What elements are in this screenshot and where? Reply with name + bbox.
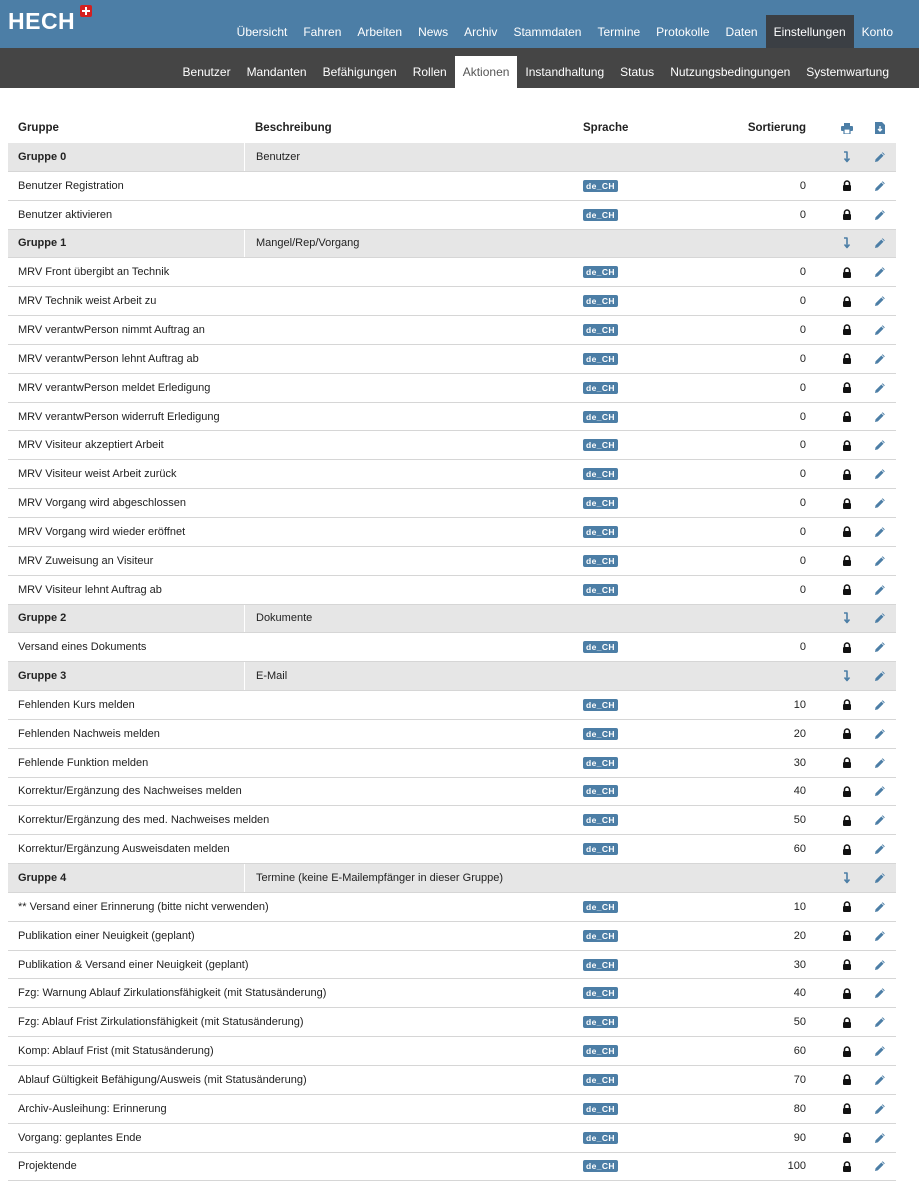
- sort-value: 80: [793, 1102, 806, 1115]
- action-name: MRV verantwPerson nimmt Auftrag an: [18, 323, 205, 336]
- table-row: [8, 1153, 896, 1182]
- lock-icon[interactable]: [838, 345, 856, 373]
- language-cell: [583, 172, 618, 200]
- language-cell: [583, 460, 618, 488]
- sub-nav: [175, 56, 897, 88]
- table-row: [8, 979, 896, 1008]
- sort-value: 100: [787, 1160, 806, 1173]
- language-badge: de_CH: [583, 901, 618, 913]
- group-name: Gruppe 0: [18, 150, 67, 163]
- pencil-icon[interactable]: [871, 230, 889, 258]
- main-nav: [229, 15, 901, 48]
- action-name: ** Versand einer Erinnerung (bitte nicht verwenden): [18, 900, 269, 913]
- lock-icon[interactable]: [838, 922, 856, 950]
- action-name: Publikation einer Neuigkeit (geplant): [18, 929, 195, 942]
- action-name: Benutzer aktivieren: [18, 208, 113, 221]
- sort-value: 30: [793, 958, 806, 971]
- language-badge: de_CH: [583, 526, 618, 538]
- language-badge: de_CH: [583, 987, 618, 999]
- language-cell: [583, 403, 618, 431]
- sort-value: 0: [799, 208, 806, 221]
- pencil-icon[interactable]: [871, 893, 889, 921]
- sort-value: 0: [799, 641, 806, 654]
- language-badge: de_CH: [583, 1016, 618, 1028]
- print-icon[interactable]: [838, 113, 856, 143]
- group-row: [8, 605, 896, 634]
- pencil-icon[interactable]: [871, 374, 889, 402]
- lock-icon[interactable]: [838, 374, 856, 402]
- lock-icon[interactable]: [838, 547, 856, 575]
- language-cell: [583, 518, 618, 546]
- main-nav-protokolle[interactable]: Protokolle: [656, 25, 710, 39]
- lock-icon[interactable]: [838, 835, 856, 863]
- language-cell: [583, 806, 618, 834]
- pencil-icon[interactable]: [871, 922, 889, 950]
- sort-value: 0: [799, 468, 806, 481]
- lock-icon[interactable]: [838, 979, 856, 1007]
- group-description: Termine (keine E-Mailempfänger in dieser Gruppe): [244, 864, 574, 892]
- table-row: [8, 951, 896, 980]
- lock-icon[interactable]: [838, 1066, 856, 1094]
- language-badge: de_CH: [583, 324, 618, 336]
- pencil-icon[interactable]: [871, 1153, 889, 1181]
- pencil-icon[interactable]: [871, 778, 889, 806]
- group-name: Gruppe 1: [18, 237, 67, 250]
- pencil-icon[interactable]: [871, 287, 889, 315]
- top-bar: [0, 0, 919, 48]
- action-name: Fehlende Funktion melden: [18, 756, 149, 769]
- table-row: [8, 489, 896, 518]
- sort-value: 60: [793, 1045, 806, 1058]
- language-badge: de_CH: [583, 728, 618, 740]
- language-badge: de_CH: [583, 1045, 618, 1057]
- group-description: Benutzer: [244, 143, 574, 171]
- pencil-icon[interactable]: [871, 345, 889, 373]
- sort-value: 90: [793, 1131, 806, 1144]
- lock-icon[interactable]: [838, 749, 856, 777]
- header-beschreibung: Beschreibung: [255, 122, 332, 134]
- pencil-icon[interactable]: [871, 201, 889, 229]
- language-badge: de_CH: [583, 1074, 618, 1086]
- group-description: Mangel/Rep/Vorgang: [244, 230, 574, 258]
- sort-value: 0: [799, 497, 806, 510]
- sort-value: 10: [793, 900, 806, 913]
- language-cell: [583, 201, 618, 229]
- language-cell: [583, 1066, 618, 1094]
- pencil-icon[interactable]: [871, 258, 889, 286]
- main-nav-archiv[interactable]: Archiv: [464, 25, 498, 39]
- group-row: [8, 230, 896, 259]
- pencil-icon[interactable]: [871, 1124, 889, 1152]
- swiss-cross-icon: [80, 5, 92, 17]
- pencil-icon[interactable]: [871, 633, 889, 661]
- group-name: Gruppe 3: [18, 670, 67, 683]
- lock-icon[interactable]: [838, 778, 856, 806]
- table-row: [8, 749, 896, 778]
- table-row: [8, 374, 896, 403]
- language-badge: de_CH: [583, 584, 618, 596]
- lock-icon[interactable]: [838, 287, 856, 315]
- pencil-icon[interactable]: [871, 979, 889, 1007]
- language-badge: de_CH: [583, 843, 618, 855]
- sort-value: 40: [793, 785, 806, 798]
- table-row: [8, 720, 896, 749]
- group-name: Gruppe 2: [18, 612, 67, 625]
- action-name: Fehlenden Nachweis melden: [18, 727, 160, 740]
- pencil-icon[interactable]: [871, 576, 889, 604]
- action-name: Versand eines Dokuments: [18, 641, 147, 654]
- language-badge: de_CH: [583, 439, 618, 451]
- lock-icon[interactable]: [838, 460, 856, 488]
- action-name: Komp: Ablauf Frist (mit Statusänderung): [18, 1045, 214, 1058]
- language-cell: [583, 835, 618, 863]
- sub-bar: [0, 48, 919, 88]
- table-row: [8, 633, 896, 662]
- pencil-icon[interactable]: [871, 691, 889, 719]
- sort-value: 0: [799, 410, 806, 423]
- pencil-icon[interactable]: [871, 720, 889, 748]
- sort-value: 0: [799, 554, 806, 567]
- sort-value: 0: [799, 525, 806, 538]
- table-row: [8, 576, 896, 605]
- pencil-icon[interactable]: [871, 806, 889, 834]
- language-cell: [583, 1008, 618, 1036]
- lock-icon[interactable]: [838, 633, 856, 661]
- lock-icon[interactable]: [838, 403, 856, 431]
- language-badge: de_CH: [583, 468, 618, 480]
- pencil-icon[interactable]: [871, 403, 889, 431]
- group-row: [8, 864, 896, 893]
- language-badge: de_CH: [583, 411, 618, 423]
- main-nav-arbeiten[interactable]: Arbeiten: [357, 25, 403, 39]
- group-description: E-Mail: [244, 662, 574, 690]
- pencil-icon[interactable]: [871, 1008, 889, 1036]
- language-badge: de_CH: [583, 930, 618, 942]
- action-name: MRV verantwPerson widerruft Erledigung: [18, 410, 220, 423]
- pencil-icon[interactable]: [871, 951, 889, 979]
- lock-icon[interactable]: [838, 691, 856, 719]
- language-cell: [583, 893, 618, 921]
- header-gruppe: Gruppe: [18, 122, 59, 134]
- pencil-icon[interactable]: [871, 1037, 889, 1065]
- lock-icon[interactable]: [838, 1124, 856, 1152]
- logo-text: HECH: [8, 8, 76, 34]
- action-name: MRV Visiteur weist Arbeit zurück: [18, 468, 177, 481]
- main-nav-fahren[interactable]: Fahren: [303, 25, 342, 39]
- lock-icon[interactable]: [838, 201, 856, 229]
- sort-value: 40: [793, 987, 806, 1000]
- pencil-icon[interactable]: [871, 1095, 889, 1123]
- sort-value: 0: [799, 179, 806, 192]
- pencil-icon[interactable]: [871, 460, 889, 488]
- language-badge: de_CH: [583, 209, 618, 221]
- group-name: Gruppe 4: [18, 872, 67, 885]
- table-row: [8, 922, 896, 951]
- action-name: Publikation & Versand einer Neuigkeit (geplant): [18, 958, 249, 971]
- sort-value: 0: [799, 381, 806, 394]
- language-badge: de_CH: [583, 814, 618, 826]
- action-name: Vorgang: geplantes Ende: [18, 1131, 142, 1144]
- language-badge: de_CH: [583, 699, 618, 711]
- language-badge: de_CH: [583, 353, 618, 365]
- language-cell: [583, 1124, 618, 1152]
- pencil-icon[interactable]: [871, 316, 889, 344]
- sub-nav-benutzer[interactable]: Benutzer: [182, 65, 231, 79]
- language-cell: [583, 1095, 618, 1123]
- language-cell: [583, 489, 618, 517]
- table-row: [8, 691, 896, 720]
- main-nav-daten[interactable]: Daten: [725, 25, 758, 39]
- actions-table: [8, 113, 896, 1181]
- sub-nav-instandhaltung[interactable]: Instandhaltung: [525, 65, 605, 79]
- action-name: MRV verantwPerson lehnt Auftrag ab: [18, 352, 199, 365]
- action-name: Fehlenden Kurs melden: [18, 698, 135, 711]
- sort-value: 20: [793, 929, 806, 942]
- table-row: [8, 316, 896, 345]
- pencil-icon[interactable]: [871, 489, 889, 517]
- language-cell: [583, 316, 618, 344]
- language-cell: [583, 287, 618, 315]
- action-name: MRV Zuweisung an Visiteur: [18, 554, 154, 567]
- arrow-down-icon[interactable]: [838, 143, 856, 171]
- pencil-icon[interactable]: [871, 864, 889, 892]
- action-name: Benutzer Registration: [18, 179, 124, 192]
- action-name: Fzg: Warnung Ablauf Zirkulationsfähigkeit (mit Statusänderung): [18, 987, 327, 1000]
- group-row: [8, 662, 896, 691]
- language-badge: de_CH: [583, 1103, 618, 1115]
- sort-value: 50: [793, 814, 806, 827]
- main-nav-stammdaten[interactable]: Stammdaten: [513, 25, 582, 39]
- pencil-icon[interactable]: [871, 1066, 889, 1094]
- language-cell: [583, 749, 618, 777]
- lock-icon[interactable]: [838, 1008, 856, 1036]
- language-badge: de_CH: [583, 1132, 618, 1144]
- table-row: [8, 172, 896, 201]
- export-icon[interactable]: [871, 113, 889, 143]
- header-sprache: Sprache: [583, 122, 629, 134]
- pencil-icon[interactable]: [871, 605, 889, 633]
- lock-icon[interactable]: [838, 518, 856, 546]
- lock-icon[interactable]: [838, 172, 856, 200]
- action-name: MRV verantwPerson meldet Erledigung: [18, 381, 211, 394]
- table-row: [8, 1095, 896, 1124]
- main-nav-news[interactable]: News: [418, 25, 449, 39]
- sort-value: 0: [799, 583, 806, 596]
- sub-nav-systemwartung[interactable]: Systemwartung: [806, 65, 889, 79]
- lock-icon[interactable]: [838, 489, 856, 517]
- table-row: [8, 1124, 896, 1153]
- sort-value: 0: [799, 439, 806, 452]
- table-body: [8, 143, 896, 1181]
- language-badge: de_CH: [583, 295, 618, 307]
- sub-nav-status[interactable]: Status: [620, 65, 655, 79]
- main-nav-konto[interactable]: Konto: [861, 25, 893, 39]
- lock-icon[interactable]: [838, 951, 856, 979]
- header-sortierung: Sortierung: [747, 122, 806, 134]
- language-badge: de_CH: [583, 641, 618, 653]
- table-row: [8, 835, 896, 864]
- sort-value: 20: [793, 727, 806, 740]
- lock-icon[interactable]: [838, 1095, 856, 1123]
- language-cell: [583, 691, 618, 719]
- group-row: [8, 143, 896, 172]
- language-cell: [583, 922, 618, 950]
- language-badge: de_CH: [583, 382, 618, 394]
- language-cell: [583, 1037, 618, 1065]
- table-header: [8, 113, 896, 143]
- arrow-down-icon[interactable]: [838, 230, 856, 258]
- sub-nav-aktionen[interactable]: Aktionen: [455, 56, 518, 88]
- logo[interactable]: [8, 8, 75, 35]
- sub-nav-rollen[interactable]: Rollen: [412, 65, 447, 79]
- language-badge: de_CH: [583, 785, 618, 797]
- action-name: Korrektur/Ergänzung des med. Nachweises melden: [18, 814, 270, 827]
- action-name: Ablauf Gültigkeit Befähigung/Ausweis (mit Statusänderung): [18, 1073, 307, 1086]
- arrow-down-icon[interactable]: [838, 605, 856, 633]
- table-row: [8, 201, 896, 230]
- action-name: MRV Visiteur lehnt Auftrag ab: [18, 583, 162, 596]
- action-name: Archiv-Ausleihung: Erinnerung: [18, 1102, 167, 1115]
- language-cell: [583, 431, 618, 459]
- language-cell: [583, 633, 618, 661]
- sort-value: 30: [793, 756, 806, 769]
- action-name: MRV Visiteur akzeptiert Arbeit: [18, 439, 164, 452]
- table-row: [8, 778, 896, 807]
- lock-icon[interactable]: [838, 720, 856, 748]
- action-name: Korrektur/Ergänzung des Nachweises melden: [18, 785, 242, 798]
- main-nav-übersicht[interactable]: Übersicht: [236, 25, 288, 39]
- table-row: [8, 518, 896, 547]
- language-cell: [583, 1153, 618, 1181]
- sort-value: 60: [793, 843, 806, 856]
- language-badge: de_CH: [583, 180, 618, 192]
- table-row: [8, 1066, 896, 1095]
- table-row: [8, 893, 896, 922]
- main-nav-einstellungen[interactable]: Einstellungen: [766, 15, 854, 48]
- action-name: MRV Technik weist Arbeit zu: [18, 295, 157, 308]
- table-row: [8, 345, 896, 374]
- table-row: [8, 806, 896, 835]
- pencil-icon[interactable]: [871, 835, 889, 863]
- language-badge: de_CH: [583, 1160, 618, 1172]
- pencil-icon[interactable]: [871, 518, 889, 546]
- lock-icon[interactable]: [838, 316, 856, 344]
- action-name: MRV Front übergibt an Technik: [18, 266, 170, 279]
- arrow-down-icon[interactable]: [838, 864, 856, 892]
- action-name: Fzg: Ablauf Frist Zirkulationsfähigkeit (mit Statusänderung): [18, 1016, 304, 1029]
- language-cell: [583, 374, 618, 402]
- language-cell: [583, 258, 618, 286]
- sub-nav-nutzungsbedingungen[interactable]: Nutzungsbedingungen: [670, 65, 791, 79]
- sort-value: 0: [799, 266, 806, 279]
- lock-icon[interactable]: [838, 806, 856, 834]
- lock-icon[interactable]: [838, 431, 856, 459]
- lock-icon[interactable]: [838, 1153, 856, 1181]
- table-row: [8, 460, 896, 489]
- sort-value: 10: [793, 698, 806, 711]
- pencil-icon[interactable]: [871, 547, 889, 575]
- language-cell: [583, 951, 618, 979]
- sort-value: 70: [793, 1073, 806, 1086]
- language-cell: [583, 778, 618, 806]
- sort-value: 0: [799, 295, 806, 308]
- sub-nav-befähigungen[interactable]: Befähigungen: [322, 65, 397, 79]
- language-cell: [583, 547, 618, 575]
- action-name: Projektende: [18, 1160, 77, 1173]
- language-badge: de_CH: [583, 555, 618, 567]
- pencil-icon[interactable]: [871, 172, 889, 200]
- language-badge: de_CH: [583, 266, 618, 278]
- lock-icon[interactable]: [838, 576, 856, 604]
- language-cell: [583, 720, 618, 748]
- arrow-down-icon[interactable]: [838, 662, 856, 690]
- pencil-icon[interactable]: [871, 662, 889, 690]
- lock-icon[interactable]: [838, 258, 856, 286]
- language-badge: de_CH: [583, 757, 618, 769]
- table-row: [8, 258, 896, 287]
- language-cell: [583, 576, 618, 604]
- language-badge: de_CH: [583, 497, 618, 509]
- action-name: Korrektur/Ergänzung Ausweisdaten melden: [18, 843, 230, 856]
- table-row: [8, 431, 896, 460]
- table-row: [8, 403, 896, 432]
- table-row: [8, 287, 896, 316]
- lock-icon[interactable]: [838, 1037, 856, 1065]
- lock-icon[interactable]: [838, 893, 856, 921]
- action-name: MRV Vorgang wird wieder eröffnet: [18, 525, 186, 538]
- action-name: MRV Vorgang wird abgeschlossen: [18, 497, 186, 510]
- sort-value: 0: [799, 323, 806, 336]
- table-row: [8, 1037, 896, 1066]
- group-description: Dokumente: [244, 605, 574, 633]
- table-row: [8, 1008, 896, 1037]
- language-cell: [583, 345, 618, 373]
- sub-nav-mandanten[interactable]: Mandanten: [246, 65, 307, 79]
- sort-value: 0: [799, 352, 806, 365]
- language-badge: de_CH: [583, 959, 618, 971]
- pencil-icon[interactable]: [871, 431, 889, 459]
- sort-value: 50: [793, 1016, 806, 1029]
- pencil-icon[interactable]: [871, 143, 889, 171]
- pencil-icon[interactable]: [871, 749, 889, 777]
- table-row: [8, 547, 896, 576]
- language-cell: [583, 979, 618, 1007]
- main-nav-termine[interactable]: Termine: [597, 25, 641, 39]
